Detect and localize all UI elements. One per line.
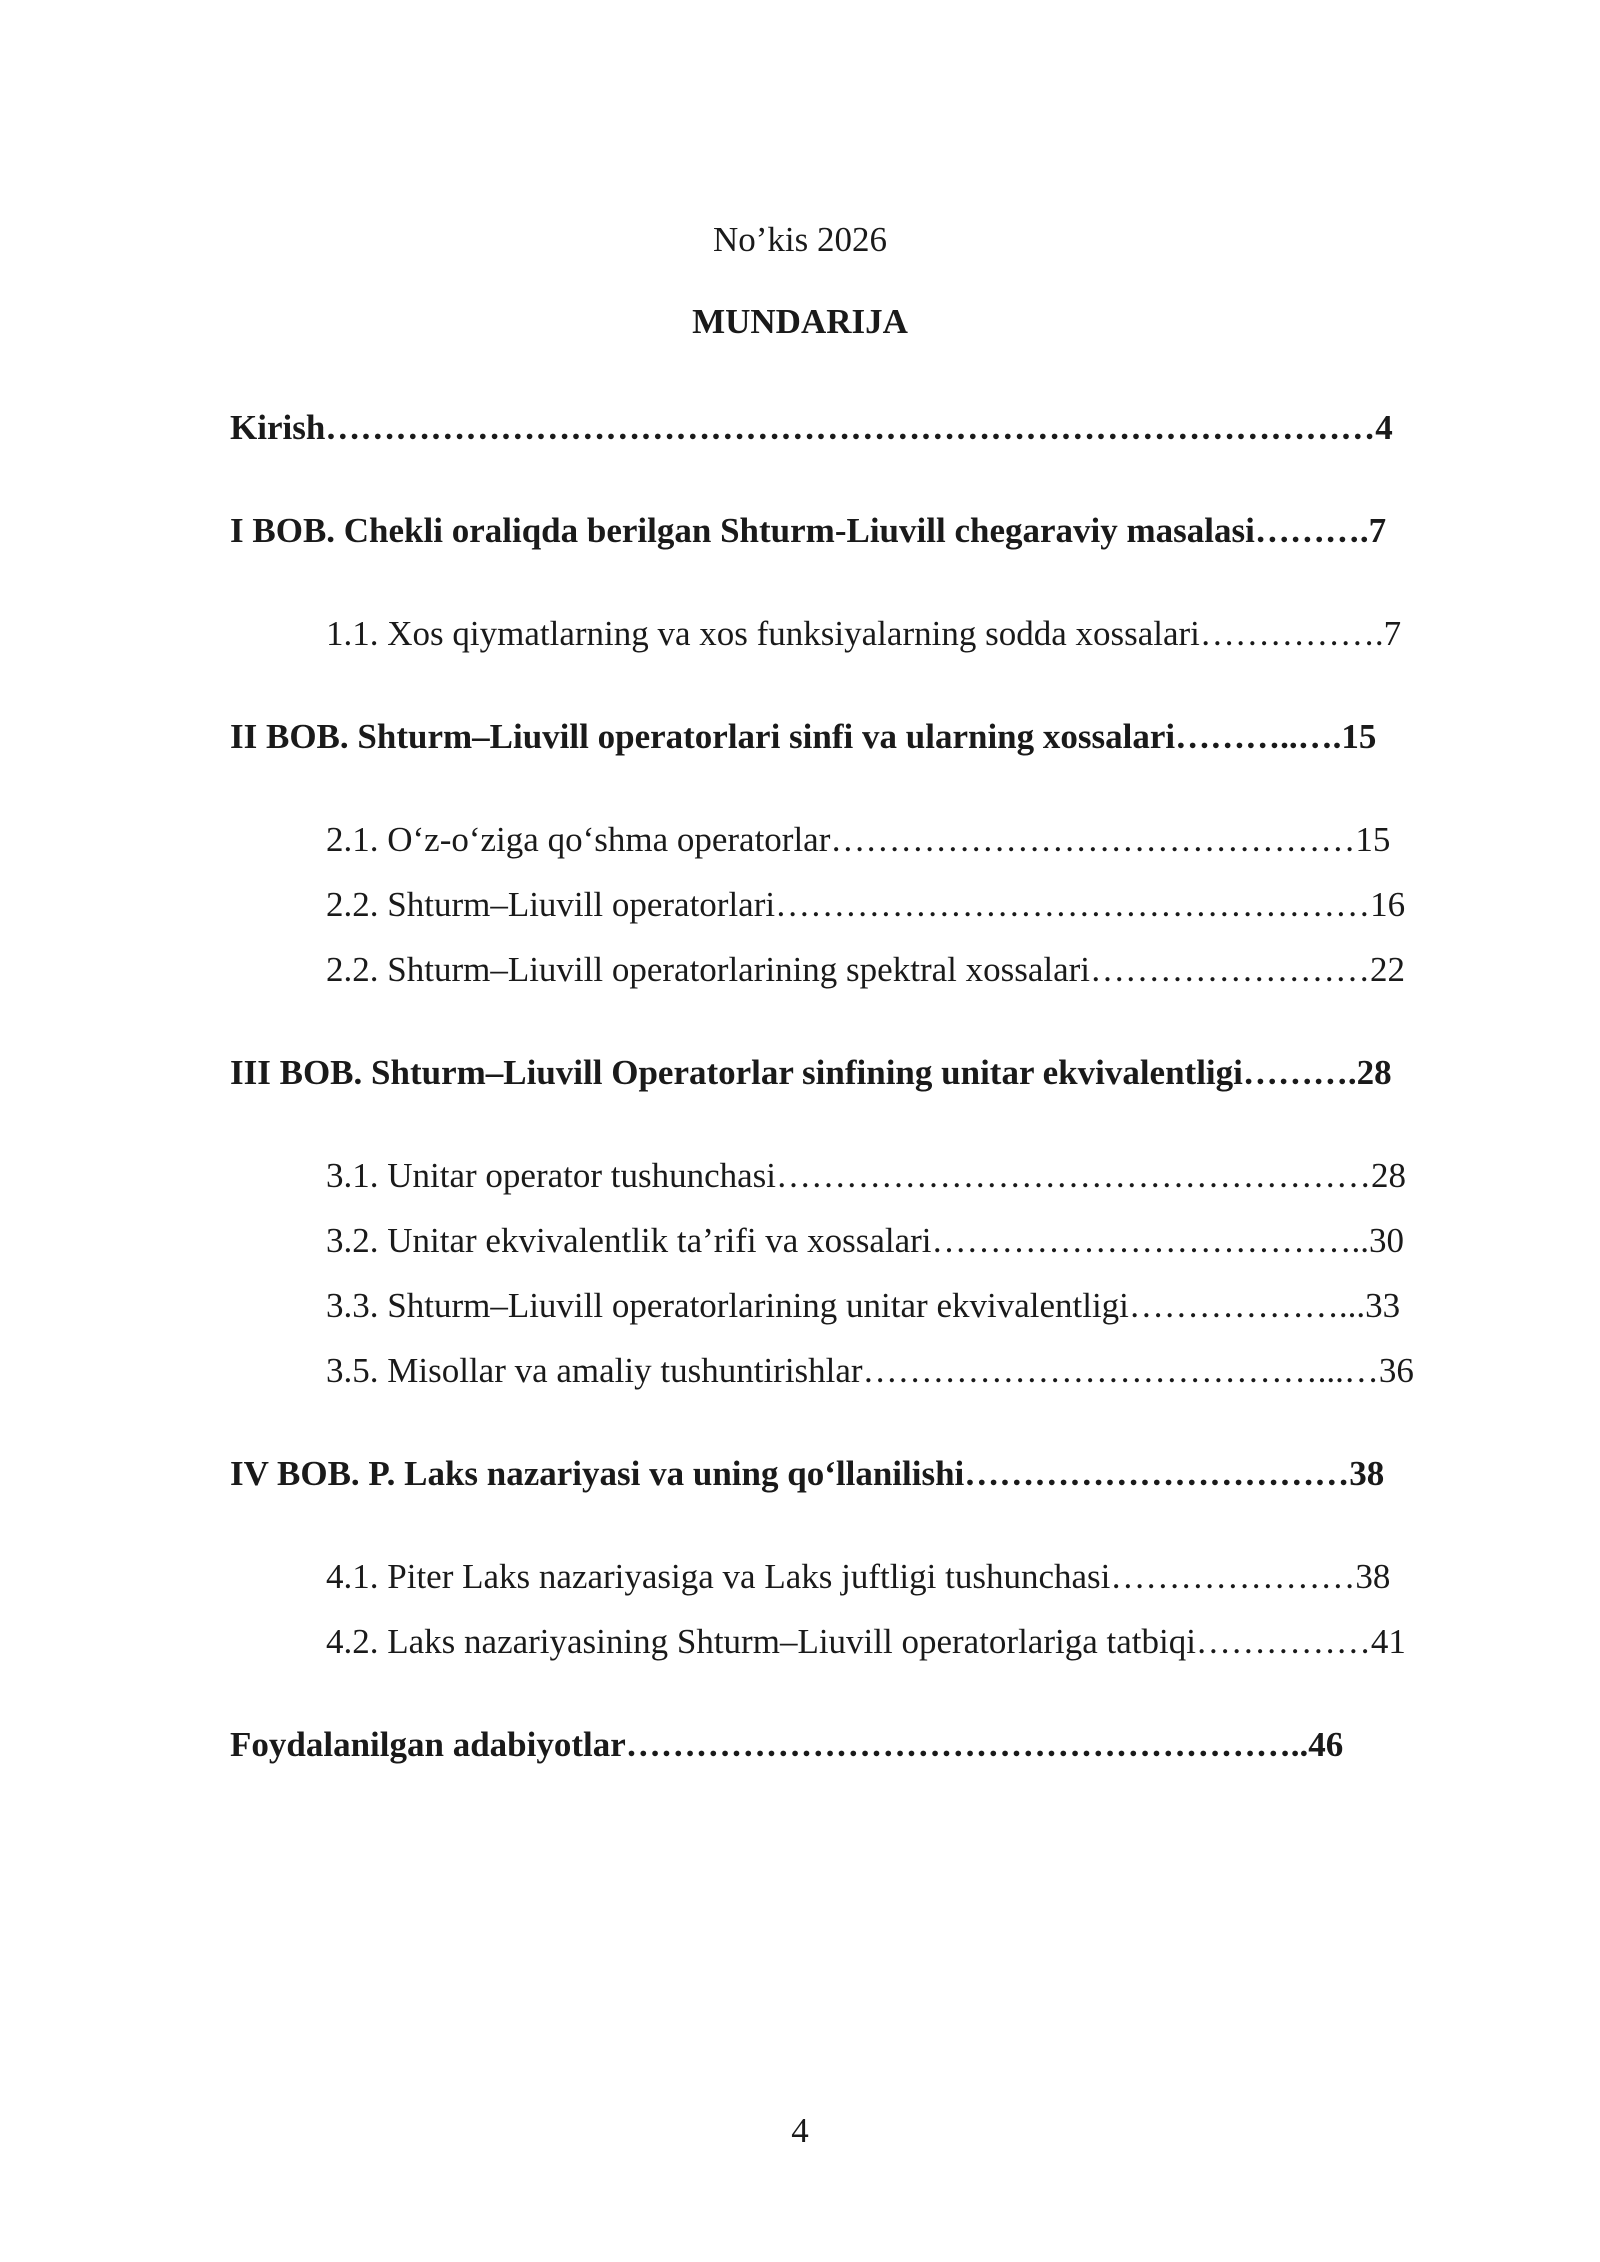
toc-entry-section-3-3[interactable]: 3.3. Shturm–Liuvill operatorlarining unitar ekvivalentligi………………...33 xyxy=(326,1286,1401,1325)
place-year: No’kis 2026 xyxy=(712,220,888,259)
toc-entry-chapter-2[interactable]: II BOB. Shturm–Liuvill operatorlari sinfi va ularning xossalari………..….15 xyxy=(230,717,1377,756)
toc-entry-section-1-1[interactable]: 1.1. Xos qiymatlarning va xos funksiyalarning sodda xossalari…………….7 xyxy=(326,614,1402,653)
toc-entry-chapter-3[interactable]: III BOB. Shturm–Liuvill Operatorlar sinfining unitar ekvivalentligi……….28 xyxy=(230,1053,1392,1092)
toc-entry-section-3-5[interactable]: 3.5. Misollar va amaliy tushuntirishlar…………………………………...…36 xyxy=(326,1351,1414,1390)
toc-entry-section-4-2[interactable]: 4.2. Laks nazariyasining Shturm–Liuvill operatorlariga tatbiqi……………41 xyxy=(326,1622,1406,1661)
toc-entry-section-4-1[interactable]: 4.1. Piter Laks nazariyasiga va Laks juftligi tushunchasi…………………38 xyxy=(326,1557,1391,1596)
toc-entry-kirish[interactable]: Kirish………………………………………………………………………………4 xyxy=(230,408,1393,447)
toc-entry-section-3-1[interactable]: 3.1. Unitar operator tushunchasi……………………………………………28 xyxy=(326,1156,1407,1195)
toc-entry-section-2-1[interactable]: 2.1. O‘z-o‘ziga qo‘shma operatorlar………………………………………15 xyxy=(326,820,1391,859)
toc-entry-section-2-2b[interactable]: 2.2. Shturm–Liuvill operatorlarining spektral xossalari……………………22 xyxy=(326,950,1406,989)
toc-entry-chapter-1[interactable]: I BOB. Chekli oraliqda berilgan Shturm-Liuvill chegaraviy masalasi……….7 xyxy=(230,511,1387,550)
toc-entry-section-2-2a[interactable]: 2.2. Shturm–Liuvill operatorlari……………………………………………16 xyxy=(326,885,1406,924)
toc-entry-chapter-4[interactable]: IV BOB. P. Laks nazariyasi va uning qo‘llanilishi……………………………38 xyxy=(230,1454,1385,1493)
page-number: 4 xyxy=(791,2111,809,2150)
toc-entry-section-3-2[interactable]: 3.2. Unitar ekvivalentlik ta’rifi va xossalari………………………………..30 xyxy=(326,1221,1405,1260)
toc-entry-references[interactable]: Foydalanilgan adabiyotlar…………………………………………………..46 xyxy=(230,1725,1344,1764)
toc-title: MUNDARIJA xyxy=(692,302,908,341)
